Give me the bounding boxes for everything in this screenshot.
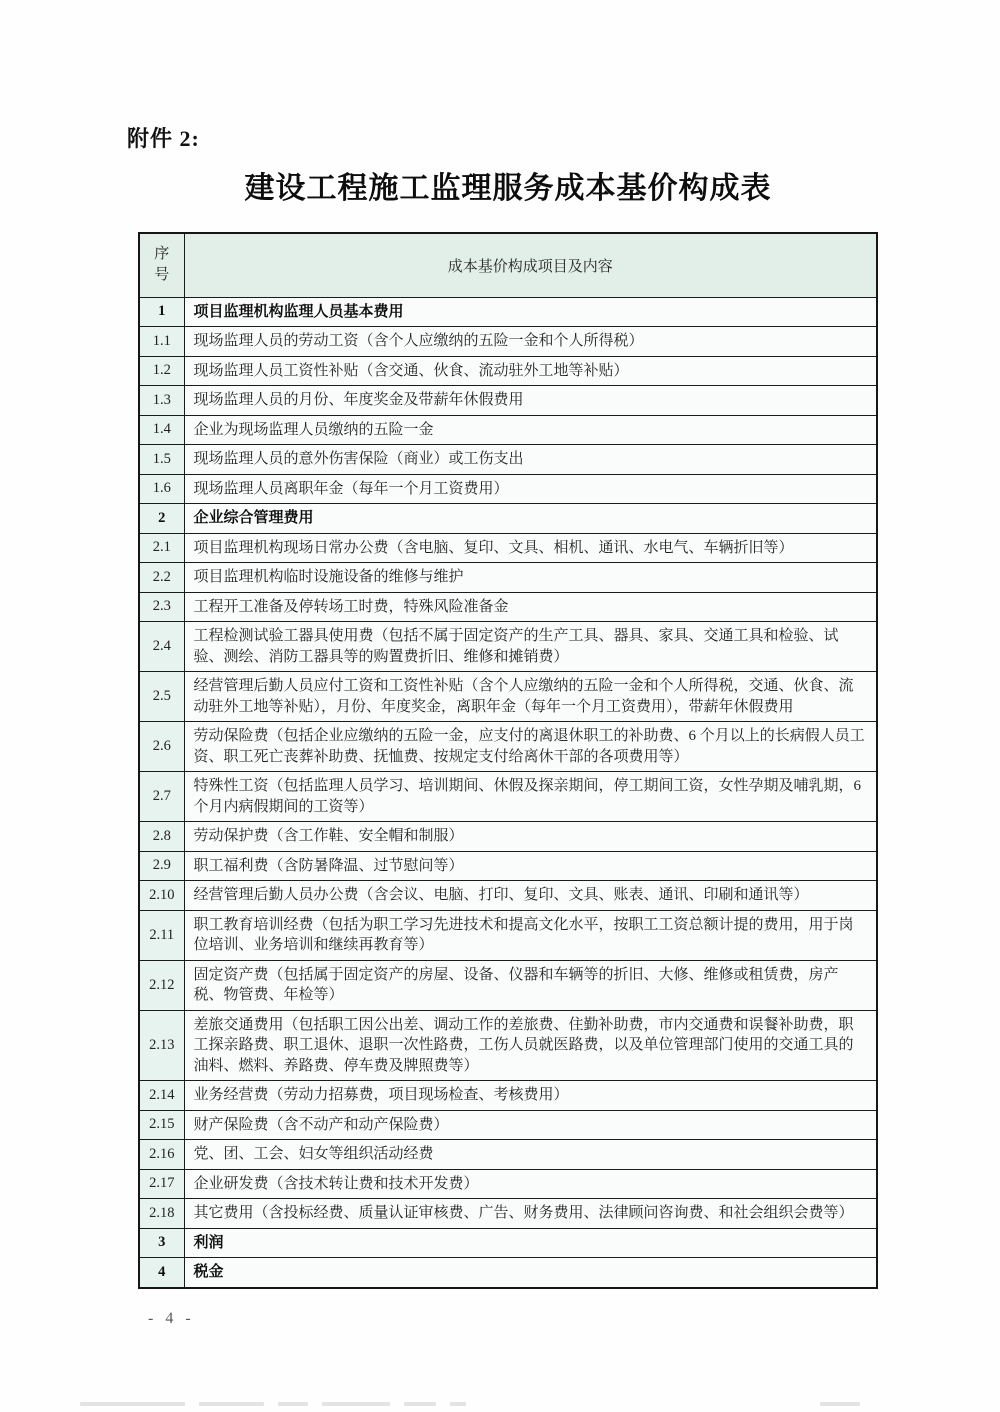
row-content: 项目监理机构现场日常办公费（含电脑、复印、文具、相机、通讯、水电气、车辆折旧等） [184,533,877,563]
table-row [139,415,877,445]
table-row [139,1140,877,1170]
row-number: 1.1 [139,327,184,357]
row-content: 税金 [184,1258,877,1288]
table-row [139,1110,877,1140]
row-content: 其它费用（含投标经费、质量认证审核费、广告、财务费用、法律顾问咨询费、和社会组织会费等） [184,1199,877,1229]
header-row [139,233,877,297]
row-number: 2.3 [139,592,184,622]
table-row [139,356,877,386]
table-row [139,722,877,772]
table-row [139,504,877,534]
table-row [139,297,877,327]
row-content: 项目监理机构临时设施设备的维修与维护 [184,563,877,593]
row-number: 2.14 [139,1081,184,1111]
row-number: 2.8 [139,822,184,852]
row-content: 现场监理人员离职年金（每年一个月工资费用） [184,474,877,504]
row-content: 职工教育培训经费（包括为职工学习先进技术和提高文化水平，按职工工资总额计提的费用，用于岗位培训、业务培训和继续再教育等） [184,910,877,960]
row-number: 1.3 [139,386,184,416]
row-number: 1.6 [139,474,184,504]
table-row [139,960,877,1010]
row-number: 2.11 [139,910,184,960]
header-number-line1: 序 [154,246,170,263]
row-content: 现场监理人员的劳动工资（含个人应缴纳的五险一金和个人所得税） [184,327,877,357]
table-row [139,910,877,960]
row-content: 职工福利费（含防暑降温、过节慰问等） [184,851,877,881]
table-row [139,672,877,722]
row-number: 2.7 [139,772,184,822]
row-number: 2 [139,504,184,534]
table-row [139,386,877,416]
row-number: 3 [139,1228,184,1258]
row-content: 党、团、工会、妇女等组织活动经费 [184,1140,877,1170]
attachment-label: 附件 2: [127,126,200,151]
row-content: 现场监理人员的月份、年度奖金及带薪年休假费用 [184,386,877,416]
table-row [139,563,877,593]
row-content: 经营管理后勤人员应付工资和工资性补贴（含个人应缴纳的五险一金和个人所得税，交通、伙食、流动驻外工地等补贴），月份、年度奖金，离职年金（每年一个月工资费用），带薪年休假费用 [184,672,877,722]
row-content: 业务经营费（劳动力招募费，项目现场检查、考核费用） [184,1081,877,1111]
table-body [139,297,877,1288]
row-number: 2.6 [139,722,184,772]
row-number: 2.12 [139,960,184,1010]
row-content: 利润 [184,1228,877,1258]
row-number: 2.15 [139,1110,184,1140]
row-number: 1.4 [139,415,184,445]
row-content: 财产保险费（含不动产和动产保险费） [184,1110,877,1140]
page-number: - 4 - [148,1310,195,1327]
row-number: 1 [139,297,184,327]
table-row [139,533,877,563]
row-number: 2.5 [139,672,184,722]
row-number: 2.10 [139,881,184,911]
table-row [139,622,877,672]
row-content: 企业研发费（含技术转让费和技术开发费） [184,1169,877,1199]
row-number: 2.9 [139,851,184,881]
page-title: 建设工程施工监理服务成本基价构成表 [244,172,772,205]
row-number: 2.16 [139,1140,184,1170]
header-cell-content: 成本基价构成项目及内容 [184,233,877,297]
row-number: 2.1 [139,533,184,563]
row-number: 2.4 [139,622,184,672]
table-row [139,822,877,852]
table-row [139,1081,877,1111]
table-row [139,881,877,911]
row-number: 1.5 [139,445,184,475]
row-number: 2.2 [139,563,184,593]
row-number: 1.2 [139,356,184,386]
cut-off-text-artifact [0,1402,1000,1408]
table-row [139,1258,877,1288]
header-number-line2: 号 [154,267,170,284]
row-content: 劳动保险费（包括企业应缴纳的五险一金，应支付的离退休职工的补助费、6 个月以上的长病假人员工资、职工死亡丧葬补助费、抚恤费、按规定支付给离休干部的各项费用等） [184,722,877,772]
row-content: 工程检测试验工器具使用费（包括不属于固定资产的生产工具、器具、家具、交通工具和检验、试验、测绘、消防工器具等的购置费折旧、维修和摊销费） [184,622,877,672]
table-row [139,592,877,622]
row-content: 固定资产费（包括属于固定资产的房屋、设备、仪器和车辆等的折旧、大修、维修或租赁费，房产税、物管费、年检等） [184,960,877,1010]
row-content: 企业综合管理费用 [184,504,877,534]
table-header [139,233,877,297]
table-row [139,851,877,881]
row-content: 工程开工准备及停转场工时费，特殊风险准备金 [184,592,877,622]
row-content: 项目监理机构监理人员基本费用 [184,297,877,327]
row-content: 特殊性工资（包括监理人员学习、培训期间、休假及探亲期间，停工期间工资，女性孕期及哺乳期，6 个月内病假期间的工资等） [184,772,877,822]
row-number: 4 [139,1258,184,1288]
table-row [139,1169,877,1199]
row-number: 2.13 [139,1010,184,1081]
table-row [139,474,877,504]
row-content: 企业为现场监理人员缴纳的五险一金 [184,415,877,445]
row-content: 现场监理人员的意外伤害保险（商业）或工伤支出 [184,445,877,475]
row-number: 2.17 [139,1169,184,1199]
header-cell-number [139,233,184,297]
table-row [139,1010,877,1081]
table-row [139,445,877,475]
table-row [139,327,877,357]
row-content: 现场监理人员工资性补贴（含交通、伙食、流动驻外工地等补贴） [184,356,877,386]
row-content: 差旅交通费用（包括职工因公出差、调动工作的差旅费、住勤补助费，市内交通费和误餐补助费，职工探亲路费、职工退休、退职一次性路费，工伤人员就医路费，以及单位管理部门使用的交通工具的油料、燃料、养路费、停车费及牌照费等） [184,1010,877,1081]
table-row [139,1228,877,1258]
table-row [139,1199,877,1229]
row-number: 2.18 [139,1199,184,1229]
table-row [139,772,877,822]
row-content: 经营管理后勤人员办公费（含会议、电脑、打印、复印、文具、账表、通讯、印刷和通讯等） [184,881,877,911]
cost-composition-table [138,232,878,1289]
row-content: 劳动保护费（含工作鞋、安全帽和制服） [184,822,877,852]
